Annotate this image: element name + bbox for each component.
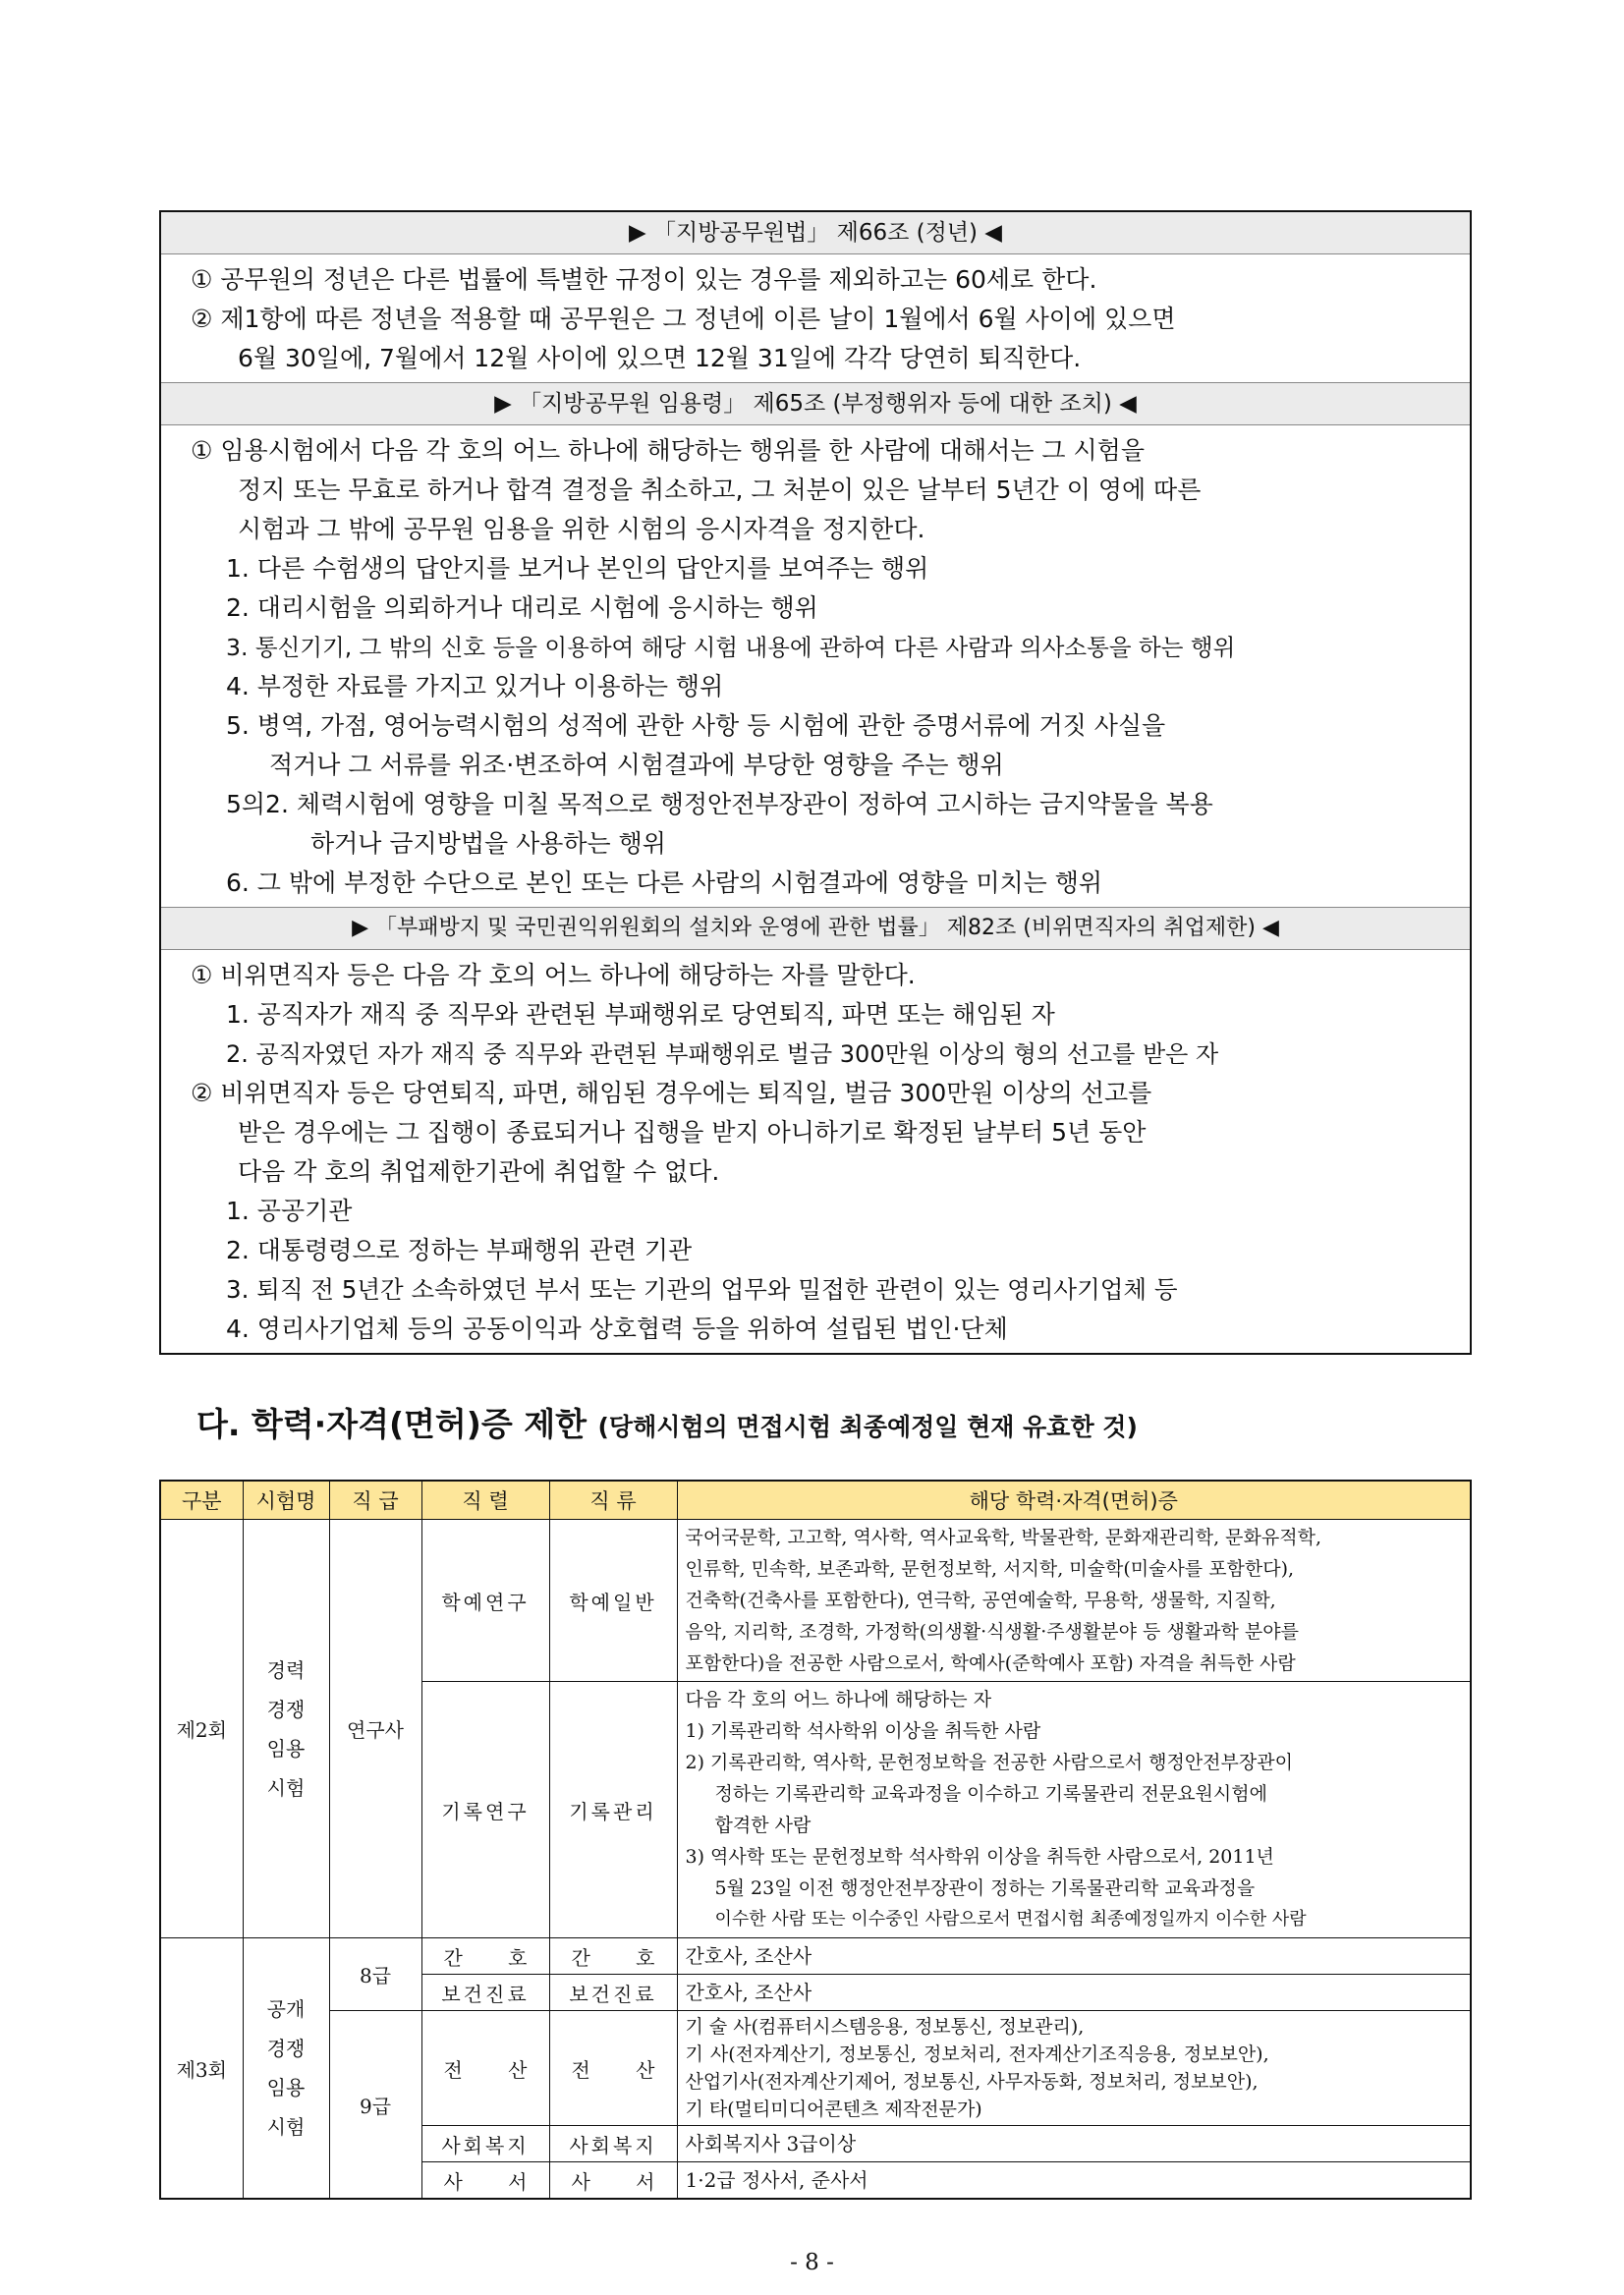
table-row (160, 1520, 1471, 1682)
law3-body (161, 950, 1470, 1353)
table-row (160, 1938, 1471, 1975)
law-excerpt-box (159, 210, 1472, 1355)
class-cell: 학예일반 (549, 1520, 677, 1682)
class-cell: 보건진료 (549, 1975, 677, 2011)
law3-line: 다음 각 호의 취업제한기관에 취업할 수 없다. (238, 1157, 720, 1186)
class-cell: 사회복지 (549, 2126, 677, 2162)
round3-grade-8: 8급 (329, 1938, 421, 2011)
class-cell: 전 산 (549, 2011, 677, 2126)
law3-line: 3. 퇴직 전 5년간 소속하였던 부서 또는 기관의 업무와 밀접한 관련이 있는 영리사기업체 등 (226, 1275, 1178, 1304)
law2-title: ▶ 「지방공무원 임용령」 제65조 (부정행위자 등에 대한 조치) ◀ (161, 382, 1470, 425)
qualification-cell: 1·2급 정사서, 준사서 (677, 2162, 1471, 2200)
law2-line: 정지 또는 무효로 하거나 합격 결정을 취소하고, 그 처분이 있은 날부터 5년간 이 영에 따른 (238, 476, 1202, 504)
header-qualification: 해당 학력·자격(면허)증 (677, 1481, 1471, 1520)
law2-line: 하거나 금지방법을 사용하는 행위 (310, 829, 666, 858)
law2-line: 1. 다른 수험생의 답안지를 보거나 본인의 답안지를 보여주는 행위 (226, 554, 929, 583)
round3-exam: 공개 경쟁 임용 시험 (243, 1938, 329, 2200)
law3-title: ▶ 「부패방지 및 국민권익위원회의 설치와 운영에 관한 법률」 제82조 (비위면직자의 취업제한) ◀ (161, 907, 1470, 950)
qualification-cell: 간호사, 조산사 (677, 1975, 1471, 2011)
law1-line: 6월 30일에, 7월에서 12월 사이에 있으면 12월 31일에 각각 당연히 퇴직한다. (238, 344, 1082, 372)
series-cell: 보건진료 (421, 1975, 549, 2011)
header-class: 직 류 (549, 1481, 677, 1520)
table-row (160, 2011, 1471, 2126)
round3-gubun: 제3회 (160, 1938, 243, 2200)
law2-line: 4. 부정한 자료를 가지고 있거나 이용하는 행위 (226, 672, 724, 700)
law1-line: ② 제1항에 따른 정년을 적용할 때 공무원은 그 정년에 이른 날이 1월에서 6월 사이에 있으면 (191, 305, 1176, 333)
law3-line: 2. 공직자였던 자가 재직 중 직무와 관련된 부패행위로 벌금 300만원 이상의 형의 선고를 받은 자 (226, 1040, 1219, 1068)
law2-line: 6. 그 밖에 부정한 수단으로 본인 또는 다른 사람의 시험결과에 영향을 미치는 행위 (226, 868, 1103, 897)
law3-line: 2. 대통령령으로 정하는 부패행위 관련 기관 (226, 1236, 693, 1264)
round2-exam: 경력 경쟁 임용 시험 (243, 1520, 329, 1938)
header-gubun: 구분 (160, 1481, 243, 1520)
law3-line: ② 비위면직자 등은 당연퇴직, 파면, 해임된 경우에는 퇴직일, 벌금 300만원 이상의 선고를 (191, 1079, 1152, 1107)
qualification-table (159, 1480, 1472, 2200)
round3-grade-9: 9급 (329, 2011, 421, 2200)
table-header-row (160, 1481, 1471, 1520)
class-cell: 사 서 (549, 2162, 677, 2200)
header-grade: 직 급 (329, 1481, 421, 1520)
law2-body (161, 425, 1470, 907)
law1-line: ① 공무원의 정년은 다른 법률에 특별한 규정이 있는 경우를 제외하고는 60세로 한다. (191, 265, 1097, 294)
series-cell: 전 산 (421, 2011, 549, 2126)
law3-line: 1. 공직자가 재직 중 직무와 관련된 부패행위로 당연퇴직, 파면 또는 해임된 자 (226, 1000, 1055, 1029)
qualification-cell: 간호사, 조산사 (677, 1938, 1471, 1975)
qualification-cell: 다음 각 호의 어느 하나에 해당하는 자 1) 기록관리학 석사학위 이상을 취득한 사람 2) 기록관리학, 역사학, 문헌정보학을 전공한 사람으로서 행정안전부장관이 정하는 기록관리학 교육과정을 이수하고 기록물관리 전문요원시험에 합격한 사람 3) 역사학 또는 문헌정보학 석사학위 이상을 취득한 사람으로서, 2011년 5월 23일 이전 행정안전부장관이 정하는 기록물관리학 교육과정을 이수한 사람 또는 이수중인 사람으로서 면접시험 최종예정일까지 이수한 사람 (677, 1682, 1471, 1938)
law1-title: ▶ 「지방공무원법」 제66조 (정년) ◀ (161, 212, 1470, 254)
qualification-cell: 국어국문학, 고고학, 역사학, 역사교육학, 박물관학, 문화재관리학, 문화유적학, 인류학, 민속학, 보존과학, 문헌정보학, 서지학, 미술학(미술사를 포함한다), 건축학(건축사를 포함한다), 연극학, 공연예술학, 무용학, 생물학, 지질학, 음악, 지리학, 조경학, 가정학(의생활·식생활·주생활분야 등 생활과학 분야를 포함한다)을 전공한 사람으로서, 학예사(준학예사 포함) 자격을 취득한 사람 (677, 1520, 1471, 1682)
class-cell: 기록관리 (549, 1682, 677, 1938)
law2-line: 5의2. 체력시험에 영향을 미칠 목적으로 행정안전부장관이 정하여 고시하는 금지약물을 복용 (226, 790, 1213, 818)
law3-line: ① 비위면직자 등은 다음 각 호의 어느 하나에 해당하는 자를 말한다. (191, 961, 916, 989)
header-series: 직 렬 (421, 1481, 549, 1520)
header-exam: 시험명 (243, 1481, 329, 1520)
law2-line: 2. 대리시험을 의뢰하거나 대리로 시험에 응시하는 행위 (226, 593, 818, 622)
law2-line: 5. 병역, 가점, 영어능력시험의 성적에 관한 사항 등 시험에 관한 증명서류에 거짓 사실을 (226, 711, 1166, 740)
law3-line: 4. 영리사기업체 등의 공동이익과 상호협력 등을 위하여 설립된 법인·단체 (226, 1315, 1008, 1343)
class-cell: 간 호 (549, 1938, 677, 1975)
series-cell: 사 서 (421, 2162, 549, 2200)
law3-line: 1. 공공기관 (226, 1197, 353, 1225)
round2-gubun: 제2회 (160, 1520, 243, 1938)
law2-line: 시험과 그 밖에 공무원 임용을 위한 시험의 응시자격을 정지한다. (238, 515, 925, 543)
series-cell: 간 호 (421, 1938, 549, 1975)
section-title: 다. 학력·자격(면허)증 제한 (196, 1405, 587, 1443)
series-cell: 학예연구 (421, 1520, 549, 1682)
qualification-cell: 기 술 사(컴퓨터시스템응용, 정보통신, 정보관리), 기 사(전자계산기, 정보통신, 정보처리, 전자계산기조직응용, 정보보안), 산업기사(전자계산기제어, 정보통신, 사무자동화, 정보처리, 정보보안), 기 타(멀티미디어콘텐츠 제작전문가) (677, 2011, 1471, 2126)
series-cell: 사회복지 (421, 2126, 549, 2162)
qualification-cell: 사회복지사 3급이상 (677, 2126, 1471, 2162)
law3-line: 받은 경우에는 그 집행이 종료되거나 집행을 받지 아니하기로 확정된 날부터 5년 동안 (238, 1118, 1147, 1147)
page-number: - 8 - (790, 2250, 834, 2275)
round2-grade: 연구사 (329, 1520, 421, 1938)
series-cell: 기록연구 (421, 1682, 549, 1938)
law2-line: 3. 통신기기, 그 밖의 신호 등을 이용하여 해당 시험 내용에 관하여 다른 사람과 의사소통을 하는 행위 (226, 634, 1236, 661)
section-heading (196, 1399, 1138, 1445)
law2-line: 적거나 그 서류를 위조·변조하여 시험결과에 부당한 영향을 주는 행위 (269, 751, 1004, 779)
section-subtitle: (당해시험의 면접시험 최종예정일 현재 유효한 것) (597, 1413, 1138, 1441)
law1-body (161, 254, 1470, 382)
law2-line: ① 임용시험에서 다음 각 호의 어느 하나에 해당하는 행위를 한 사람에 대해서는 그 시험을 (191, 436, 1145, 465)
